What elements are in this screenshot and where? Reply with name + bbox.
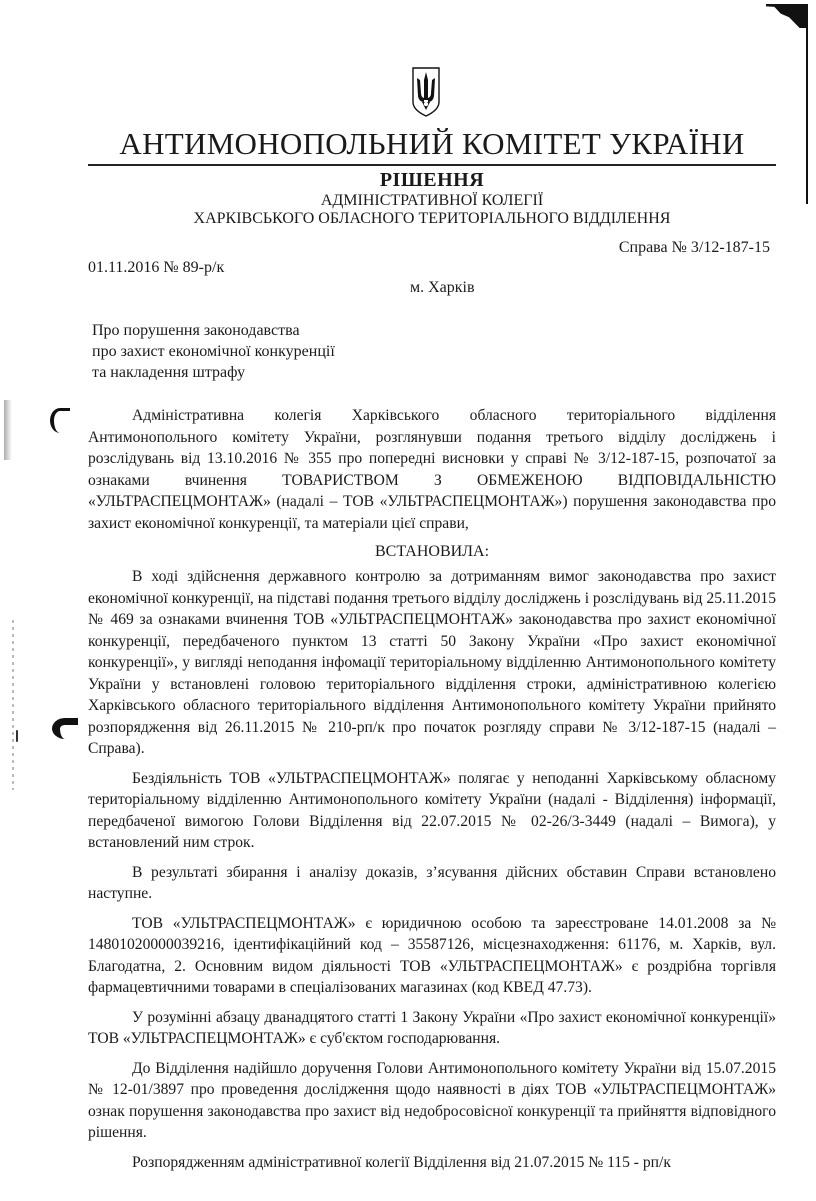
subject-line: та накладення штрафу bbox=[92, 364, 246, 381]
document-date-number: 01.11.2016 № 89-р/к bbox=[88, 259, 225, 276]
case-number: Справа № 3/12-187-15 bbox=[618, 239, 770, 256]
emblem-container bbox=[88, 66, 776, 122]
subject-block bbox=[88, 320, 776, 383]
organization-title: АНТИМОНОПОЛЬНИЙ КОМІТЕТ УКРАЇНИ bbox=[119, 126, 745, 161]
body-paragraph: До Відділення надійшло доручення Голови Антимонопольного комітету України від 15.07.2015 № 12-01/3897 про проведення дослідження щодо наявності в діях ТОВ «УЛЬТРАСПЕЦМОНТАЖ» ознак порушення законодавства про захист від недобросовісної конкуренції та прийняття відповідного рішення. bbox=[88, 1059, 776, 1141]
body-paragraph: В результаті збирання і аналізу доказів, з’ясування дійсних обставин Справи встановлено наступне. bbox=[88, 863, 776, 902]
subject-line: Про порушення законодавства bbox=[92, 322, 300, 339]
body-paragraph: ТОВ «УЛЬТРАСПЕЦМОНТАЖ» є юридичною особою та зареєстроване 14.01.2008 за № 14801020000039216, ідентифікаційний код – 35587126, місцезнаходження: 61176, м. Харків, вул. Благодатна, 2. Основним видом діяльності ТОВ «УЛЬТРАСПЕЦМОНТАЖ» є роздрібна торгівля фармацевтичними товарами в спеціалізованих магазинах (код КВЕД 47.73). bbox=[88, 914, 776, 996]
city: м. Харків bbox=[410, 279, 475, 296]
body-paragraph: В ході здійснення державного контролю за дотриманням вимог законодавства про захист економічної конкуренції, на підставі подання третього відділу досліджень і розслідувань від 25.11.2015 № 469 за ознаками вчинення ТОВ «УЛЬТРАСПЕЦМОНТАЖ» законодавства про захист економічної конкуренції, передбаченого пунктом 13 статті 50 Закону України «Про захист економічної конкуренції», у вигляді неподання інфомації територіальному відділенню Антимонопольного комітету України у встановлені головою територіального відділення строки, адміністративною колегією Харківського обласного територіального відділення Антимонопольного комітету України прийнято розпорядження від 26.11.2015 № 210-рп/к про початок розгляду справи № 3/12-187-15 (надалі – Справа). bbox=[88, 568, 776, 757]
subtitle-line-2: ХАРКІВСЬКОГО ОБЛАСНОГО ТЕРИТОРІАЛЬНОГО ВІДДІЛЕННЯ bbox=[193, 210, 671, 227]
document-type: РІШЕННЯ bbox=[379, 169, 485, 191]
header-rule bbox=[88, 164, 776, 166]
body-paragraph: Бездіяльність ТОВ «УЛЬТРАСПЕЦМОНТАЖ» полягає у неподанні Харківському обласному територіальному відділенню Антимонопольного комітету України (надалі - Відділення) інформації, передбаченої вимогою Голови Відділення від 22.07.2015 № 02-26/3-3449 (надалі – Вимога), у встановлений ним строк. bbox=[88, 769, 776, 851]
ukraine-trident-coat-of-arms-icon bbox=[411, 66, 441, 118]
intro-paragraph: Адміністративна колегія Харківського обласного територіального відділення Антимонопольного комітету України, розглянувши подання третього відділу досліджень і розслідувань від 13.10.2016 № 355 про попередні висновки у справі № 3/12-187-15, розпочатої за ознаками вчинення ТОВАРИСТВОМ З ОБМЕЖЕНОЮ ВІДПОВІДАЛЬНІСТЮ «УЛЬТРАСПЕЦМОНТАЖ» (надалі – ТОВ «УЛЬТРАСПЕЦМОНТАЖ») порушення законодавства про захист економічної конкуренції, та матеріали цієї справи, bbox=[88, 407, 776, 532]
section-heading: ВСТАНОВИЛА: bbox=[374, 543, 490, 560]
body-paragraph: У розумінні абзацу дванадцятого статті 1 Закону України «Про захист економічної конкуренції» ТОВ «УЛЬТРАСПЕЦМОНТАЖ» є суб'єктом господарювання. bbox=[88, 1008, 776, 1047]
body-paragraph: Розпорядженням адміністративної колегії Відділення від 21.07.2015 № 115 - рп/к bbox=[132, 1153, 671, 1171]
subtitle-line-1: АДМІНІСТРАТИВНОЇ КОЛЕГІЇ bbox=[320, 192, 544, 209]
subject-line: про захист економічної конкуренції bbox=[92, 343, 335, 360]
